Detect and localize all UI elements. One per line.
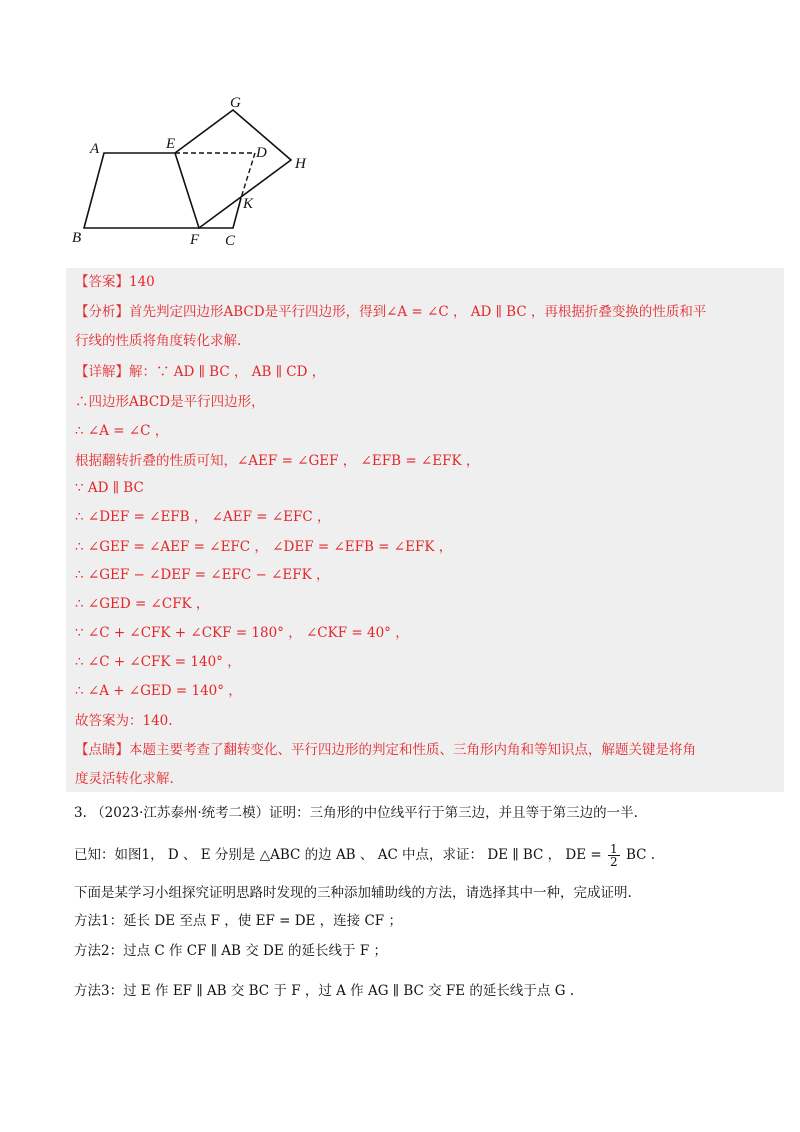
label-C: C: [225, 233, 236, 249]
edge-E-A-B-F: [84, 153, 199, 228]
label-G: G: [230, 95, 241, 111]
detail-line-2: ∴四边形ABCD是平行四边形，: [75, 394, 265, 410]
detail-line-6: ∴ ∠DEF = ∠EFB ， ∠AEF = ∠EFC ，: [75, 509, 331, 525]
final-answer-line: 故答案为：140.: [75, 713, 173, 729]
label-H: H: [295, 156, 306, 172]
detail-line-5: ∵ AD ∥ BC: [75, 480, 144, 496]
method-2: 方法2：过点 C 作 CF ∥ AB 交 DE 的延长线于 F ；: [74, 943, 387, 959]
given-text-end: BC .: [625, 847, 656, 863]
detail-line-1: 【详解】解：∵ AD ∥ BC ， AB ∥ CD ，: [75, 364, 326, 380]
detail-line-7: ∴ ∠GEF = ∠AEF = ∠EFC ， ∠DEF = ∠EFB = ∠EFK ，: [75, 539, 453, 555]
label-A: A: [90, 141, 100, 157]
label-D: D: [256, 145, 267, 161]
solution-block: [66, 268, 784, 792]
label-F: F: [190, 232, 200, 248]
folded-quad-EGHF: [175, 110, 291, 228]
problem-header: 3. （2023·江苏泰州·统考二模）证明：三角形的中位线平行于第三边，并且等于第三边的一半.: [74, 805, 638, 821]
comment-line-1: 【点睛】本题主要考查了翻转变化、平行四边形的判定和性质、三角形内角和等知识点，解题关键是将角: [75, 742, 696, 758]
method-3: 方法3：过 E 作 EF ∥ AB 交 BC 于 F ，过 A 作 AG ∥ BC 交 FE 的延长线于点 G .: [74, 983, 575, 999]
label-K: K: [243, 196, 254, 212]
analysis-line-2: 行线的性质将角度转化求解.: [75, 333, 242, 349]
analysis-line-1: 【分析】首先判定四边形ABCD是平行四边形，得到∠A = ∠C ， AD ∥ BC ，再根据折叠变换的性质和平: [75, 304, 707, 320]
detail-line-11: ∴ ∠C + ∠CFK = 140° ，: [75, 654, 241, 670]
answer-line: 【答案】140: [75, 274, 155, 290]
label-B: B: [72, 230, 82, 246]
method-1: 方法1：延长 DE 至点 F ，使 EF = DE ，连接 CF ；: [74, 913, 402, 929]
fraction-denominator: 2: [610, 855, 618, 869]
detail-line-4: 根据翻转折叠的性质可知，∠AEF = ∠GEF ， ∠EFB = ∠EFK ，: [75, 453, 480, 469]
problem-intro: 下面是某学习小组探究证明思路时发现的三种添加辅助线的方法，请选择其中一种，完成证明.: [74, 885, 632, 901]
detail-line-9: ∴ ∠GED = ∠CFK ，: [75, 596, 210, 612]
fraction-numerator: 1: [610, 842, 618, 856]
detail-line-3: ∴ ∠A = ∠C ，: [75, 423, 169, 439]
comment-line-2: 度灵活转化求解.: [75, 771, 174, 787]
problem-given: [74, 843, 655, 868]
given-text: 已知：如图1， D 、 E 分别是 △ABC 的边 AB 、 AC 中点，求证： DE ∥ BC ， DE =: [74, 847, 602, 863]
detail-line-12: ∴ ∠A + ∠GED = 140° ，: [75, 683, 242, 699]
label-E: E: [166, 136, 176, 152]
geometry-figure: [60, 90, 320, 255]
detail-line-8: ∴ ∠GEF − ∠DEF = ∠EFC − ∠EFK ，: [75, 567, 330, 583]
detail-line-10: ∵ ∠C + ∠CFK + ∠CKF = 180° ， ∠CKF = 40° ，: [75, 625, 409, 641]
fraction-one-half: [608, 843, 620, 868]
